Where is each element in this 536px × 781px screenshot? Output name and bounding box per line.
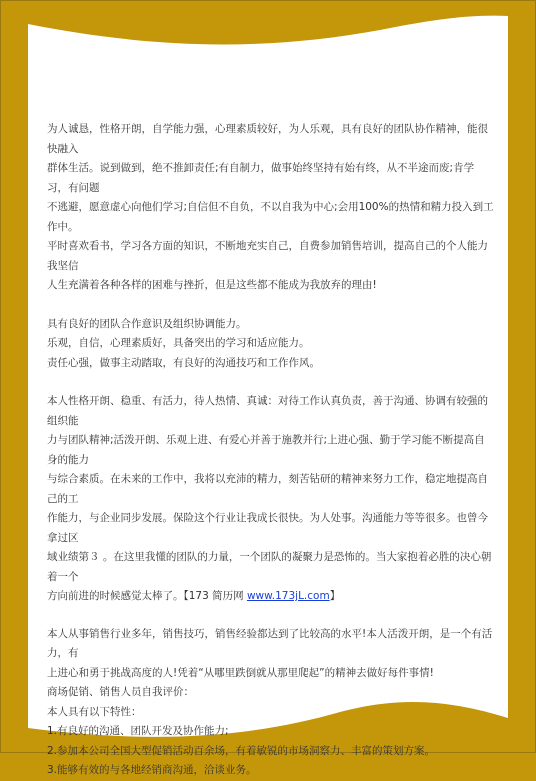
text-line: 与综合素质。在未来的工作中，我将以充沛的精力，刻苦钻研的精神来努力工作，稳定地提高自己的工 bbox=[47, 473, 488, 505]
text-line: 本人具有以下特性： bbox=[47, 705, 142, 718]
text-line: 平时喜欢看书，学习各方面的知识，不断地充实自己，自费参加销售培训，提高自己的个人能力我坚信 bbox=[47, 240, 488, 272]
text-segment: 】 bbox=[329, 590, 341, 602]
text-line: 力与团队精神;活泼开朗、乐观上进、有爱心并善于施教并行;上进心强、勤于学习能不断提高自身的能力 bbox=[47, 434, 485, 466]
website-link[interactable]: www.173jL.com bbox=[246, 590, 330, 602]
text-segment: 方向前进的时候感觉太棒了。【173 简历网 bbox=[47, 590, 247, 602]
paragraph-sales bbox=[47, 625, 495, 781]
text-line: 上进心和勇于挑战高度的人!凭着“从哪里跌倒就从那里爬起”的精神去做好每件事情! bbox=[47, 666, 434, 679]
text-line bbox=[47, 587, 495, 607]
text-line: 乐观，自信，心理素质好，具备突出的学习和适应能力。 bbox=[47, 337, 310, 349]
document-body bbox=[47, 120, 495, 781]
paragraph-intro bbox=[47, 120, 495, 296]
text-line: 本人从事销售行业多年，销售技巧，销售经验都达到了比较高的水平!本人活泼开朗，是一个有活力，有 bbox=[47, 627, 493, 659]
paragraph-abilities bbox=[47, 315, 495, 374]
text-line: 责任心强，做事主动踏取，有良好的沟通技巧和工作作风。 bbox=[47, 356, 320, 369]
text-line: 1.有良好的沟通、团队开发及协作能力; bbox=[47, 725, 229, 737]
text-line: 群体生活。说到做到，绝不推卸责任;有自制力，做事始终坚持有始有终，从不半途而废;肯学习，有问题 bbox=[47, 162, 475, 194]
text-line: 2.参加本公司全国大型促销活动百余场，有着敏锐的市场洞察力、丰富的策划方案。 bbox=[47, 744, 436, 757]
paragraph-personality bbox=[47, 392, 495, 607]
text-line: 作能力，与企业同步发展。保险这个行业让我成长很快。为人处事。沟通能力等等很多。也曾今拿过区 bbox=[47, 512, 488, 544]
text-line: 不逃避，愿意虚心向他们学习;自信但不自负，不以自我为中心;会用100%的热情和精力投入到工作中。 bbox=[47, 201, 494, 233]
text-line: 为人诚恳，性格开朗，自学能力强，心理素质较好，为人乐观，具有良好的团队协作精神，能很快融入 bbox=[47, 123, 488, 155]
text-line: 具有良好的团队合作意识及组织协调能力。 bbox=[47, 317, 247, 330]
text-line: 本人性格开朗、稳重、有活力，待人热情、真诚：对待工作认真负责，善于沟通、协调有较强的组织能 bbox=[47, 395, 488, 427]
text-line: 商场促销、销售人员自我评价： bbox=[47, 686, 194, 698]
text-line: 3.能够有效的与各地经销商沟通，洽谈业务。 bbox=[47, 764, 257, 776]
text-line: 人生充满着各种各样的困难与挫折，但是这些都不能成为我放弃的理由! bbox=[47, 279, 377, 291]
text-line: 域业绩第３ 。在这里我懂的团队的力量，一个团队的凝聚力是恐怖的。当大家抱着必胜的决心朝着一个 bbox=[47, 551, 492, 583]
